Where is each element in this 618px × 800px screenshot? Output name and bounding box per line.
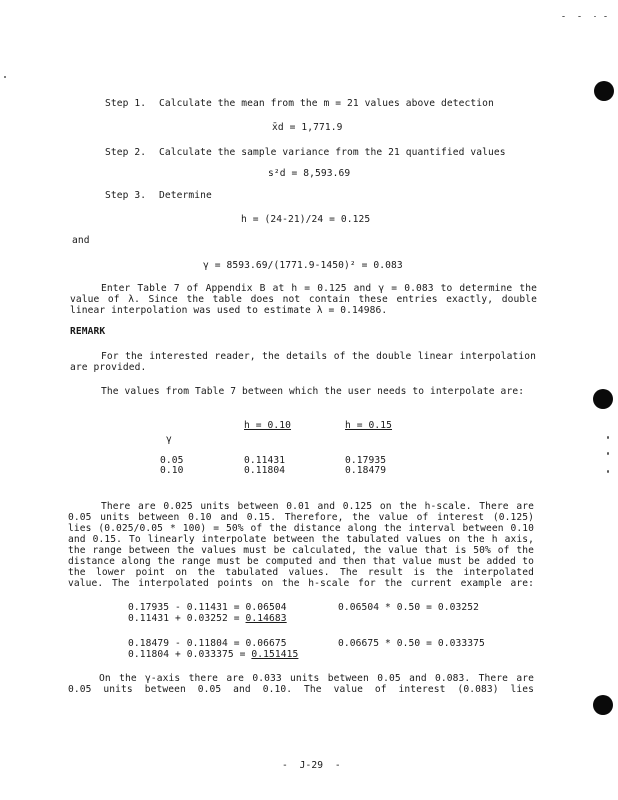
para-line-4: and 0.15. To linearly interpolate between the tabulated values on the h axis, bbox=[68, 534, 534, 545]
scan-speck bbox=[607, 436, 609, 439]
step-3-label: Step 3. bbox=[105, 190, 147, 201]
table-col-header-h015: h = 0.15 bbox=[345, 420, 393, 431]
calc-a-sum bbox=[128, 613, 287, 624]
scan-speck bbox=[604, 16, 607, 17]
page-number: - J-29 - bbox=[282, 760, 341, 771]
enter-line-3: linear interpolation was used to estimate λ = 0.14986. bbox=[70, 305, 388, 316]
table-row-header-gamma: γ bbox=[166, 434, 172, 445]
punch-hole-middle bbox=[593, 389, 613, 409]
table-row-2-h010: 0.11804 bbox=[244, 465, 286, 476]
step-1-label: Step 1. bbox=[105, 98, 147, 109]
equation-h: h = (24-21)/24 = 0.125 bbox=[241, 214, 371, 225]
enter-line-1: Enter Table 7 of Appendix B at h = 0.125 and γ = 0.083 to determine the bbox=[101, 283, 537, 294]
para-line-1: There are 0.025 units between 0.01 and 0.125 on the h-scale. There are bbox=[101, 501, 534, 512]
table-row-1-h015: 0.17935 bbox=[345, 455, 387, 466]
equation-gamma: γ = 8593.69/(1771.9-1450)² = 0.083 bbox=[203, 260, 403, 271]
step-3-text: Determine bbox=[159, 190, 212, 201]
step-2-label: Step 2. bbox=[105, 147, 147, 158]
calc-a-half: 0.06504 * 0.50 = 0.03252 bbox=[338, 602, 480, 613]
calc-a-difference: 0.17935 - 0.11431 = 0.06504 bbox=[128, 602, 287, 613]
scan-speck bbox=[607, 452, 609, 455]
scan-speck bbox=[562, 16, 565, 17]
calc-b-half: 0.06675 * 0.50 = 0.033375 bbox=[338, 638, 485, 649]
table-row-2-h015: 0.18479 bbox=[345, 465, 387, 476]
and-connector: and bbox=[72, 235, 90, 246]
scan-speck bbox=[607, 470, 609, 473]
table-row-1-gamma: 0.05 bbox=[160, 455, 184, 466]
para-line-7: the lower point on the tabulated values. The result is the interpolated bbox=[68, 567, 534, 578]
para-line-8: value. The interpolated points on the h-scale for the current example are: bbox=[68, 578, 534, 589]
scan-speck bbox=[594, 16, 596, 17]
scan-speck bbox=[578, 16, 581, 17]
para-line-6: distance along the range must be computed and then that value must be added to bbox=[68, 556, 534, 567]
equation-mean: x̄d = 1,771.9 bbox=[272, 122, 343, 133]
table-row-2-gamma: 0.10 bbox=[160, 465, 184, 476]
equation-variance: s²d = 8,593.69 bbox=[268, 168, 351, 179]
final-line-2: 0.05 units between 0.05 and 0.10. The value of interest (0.083) lies bbox=[68, 684, 534, 695]
table-col-header-h010: h = 0.10 bbox=[244, 420, 292, 431]
para-line-5: the range between the values must be calculated, the value that is 50% of the bbox=[68, 545, 534, 556]
enter-line-2: value of λ. Since the table does not contain these entries exactly, double bbox=[70, 294, 537, 305]
punch-hole-bottom bbox=[593, 695, 613, 715]
remark-heading: REMARK bbox=[70, 326, 106, 337]
para-line-2: 0.05 units between 0.10 and 0.15. Therefore, the value of interest (0.125) bbox=[68, 512, 534, 523]
step-2-text: Calculate the sample variance from the 21 quantified values bbox=[159, 147, 506, 158]
values-intro: The values from Table 7 between which the user needs to interpolate are: bbox=[101, 386, 525, 397]
calc-a-result: 0.14683 bbox=[245, 613, 287, 624]
step-1-text: Calculate the mean from the m = 21 values above detection bbox=[159, 98, 494, 109]
calc-b-difference: 0.18479 - 0.11804 = 0.06675 bbox=[128, 638, 287, 649]
calc-b-sum-expression: 0.11804 + 0.033375 = bbox=[128, 649, 252, 660]
remark-line-2: are provided. bbox=[70, 362, 147, 373]
calc-a-sum-expression: 0.11431 + 0.03252 = bbox=[128, 613, 246, 624]
remark-line-1: For the interested reader, the details of the double linear interpolation bbox=[101, 351, 536, 362]
punch-hole-top bbox=[594, 81, 614, 101]
calc-b-result: 0.151415 bbox=[251, 649, 299, 660]
para-line-3: lies (0.025/0.05 * 100) = 50% of the distance along the interval between 0.10 bbox=[68, 523, 534, 534]
table-row-1-h010: 0.11431 bbox=[244, 455, 286, 466]
scan-speck bbox=[4, 76, 6, 78]
calc-b-sum bbox=[128, 649, 298, 660]
final-line-1: On the γ-axis there are 0.033 units between 0.05 and 0.083. There are bbox=[99, 673, 534, 684]
